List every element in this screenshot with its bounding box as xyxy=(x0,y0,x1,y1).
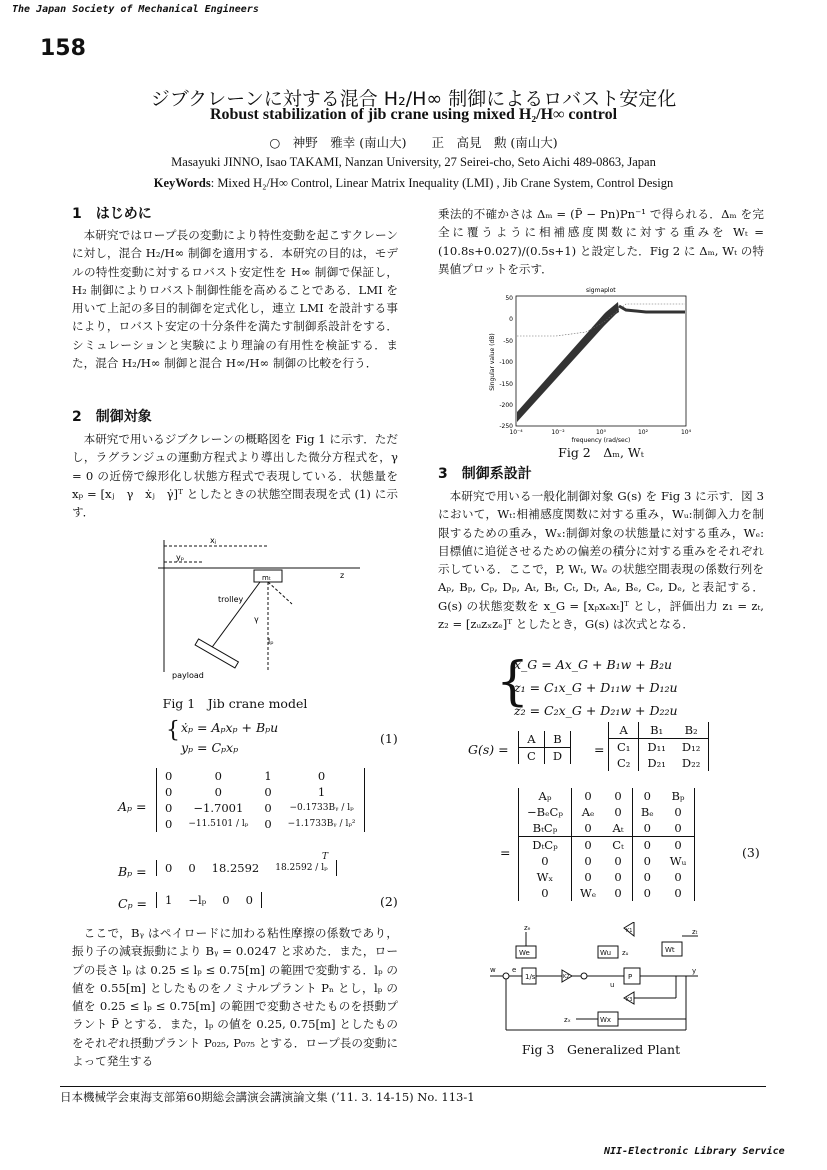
big-cell: 0 xyxy=(519,853,572,869)
eq2-number: (2) xyxy=(380,894,398,909)
cp-cell: 0 xyxy=(245,893,253,907)
ap-row xyxy=(157,816,365,832)
fig2-ytick: 50 xyxy=(505,295,513,302)
big-cell: Cₜ xyxy=(604,837,632,854)
fig2-ytick: -50 xyxy=(503,338,513,345)
big-cell: 0 xyxy=(643,886,651,900)
authors-ja: ○ 神野 雅幸 (南山大) 正 高見 勲 (南山大) xyxy=(269,135,558,150)
bp-matrix xyxy=(156,860,337,876)
eq1-brace: { xyxy=(166,718,180,743)
fig3-label-z1: zₜ xyxy=(692,928,698,936)
fig3-label-wx: Wx xyxy=(600,1016,612,1024)
section2-text2: ここで，Bᵧ はペイロードに加わる粘性摩擦の係数であり，振り子の減衰振動により Bᵧ = 0.0247 と求めた．また，ロープの長さ lₚ は 0.25 ≤ lₚ ≤ 0.75[m] の範囲で変動する．lₚ の値を 0.55[m] としたものをノミナルプラント Pₙ とし，lₚ の値を 0.25 ≤ lₚ ≤ 0.75[m] の範囲で変動させたものを摂動プラント P̃ とする．また，lₚ の値を 0.25, 0.75[m] としたものをそれぞれ摂動プラント P₀₂₅, P₀₇₅ とする．ロープ長の変動によって発生する xyxy=(72,926,398,1069)
ap-cell: 0 xyxy=(165,769,173,783)
big-cell: 0 xyxy=(584,789,592,803)
big-cell: 0 xyxy=(643,854,651,868)
cp-matrix xyxy=(156,892,262,908)
ap-cell: 0 xyxy=(264,785,272,799)
fig3-label-k2: K2 xyxy=(563,974,570,980)
big-row xyxy=(519,820,695,837)
fig3-label-p: P xyxy=(628,973,633,981)
big-cell: 0 xyxy=(674,838,682,852)
cp-cell: 1 xyxy=(165,893,173,907)
right-text-top: 乗法的不確かさは Δₘ = (P̃ − Pn)Pn⁻¹ で得られる．Δₘ を完全に覆うように相補感度関数に対する重みを Wₜ = (10.8s+0.027)/(0.5s+1) と設定した．Fig 2 に Δₘ, Wₜ の特異値プロットを示す． xyxy=(438,207,764,276)
gs-big-row xyxy=(609,755,709,771)
gs-small-matrix xyxy=(518,731,571,764)
big-equals: = xyxy=(500,845,511,860)
gs-small-row xyxy=(519,748,571,765)
section3-text: 本研究で用いる一般化制御対象 G(s) を Fig 3 に示す．図 3 において，Wₜ:相補感度関数に対する重み，Wᵤ:制御入力を制限するための重み，Wₓ:制御対象の状態量に対する重み，Wₑ:目標値に追従させるための偏差の積分に対する重みをそれぞれ示している．ここで，P, Wₜ, Wₑ の状態空間表現の係数行列を Aₚ, Bₚ, Cₚ, Dₚ, Aₜ, Bₜ, Cₜ, Dₜ, Aₑ, Bₑ, Cₑ, Dₑ, と表記する．G(s) の状態変数を x_G = [xₚxₑxₜ]ᵀ とし，評価出力 z₁ = zₜ, z₂ = [zᵤzₓzₑ]ᵀ としたとき，G(s) は次式となる． xyxy=(438,489,764,632)
footer-rule xyxy=(60,1086,766,1087)
keywords-line xyxy=(0,176,827,191)
fig1-label-mt: mₜ xyxy=(262,574,271,582)
fig3-label-ze: zₑ xyxy=(524,924,531,932)
big-cell: BₜCₚ xyxy=(519,820,572,837)
big-cell: 0 xyxy=(643,870,651,884)
ap-cell: 1 xyxy=(264,769,272,783)
eq3-line2: z₁ = C₁x_G + D₁₁w + D₁₂u xyxy=(514,680,678,695)
ap-cell: 0 xyxy=(165,785,173,799)
eq3-brace: { xyxy=(496,652,530,712)
keywords-text: : Mixed H₂/H∞ Control, Linear Matrix Inequality (LMI) , Jib Crane System, Control Design xyxy=(210,176,674,190)
fig3-label-y: y xyxy=(692,967,697,975)
big-row xyxy=(519,788,695,804)
fig3-label-u: u xyxy=(610,981,615,989)
big-cell: 0 xyxy=(519,885,572,901)
gs-small-cell: C xyxy=(519,748,545,765)
gs-big-matrix xyxy=(608,722,709,771)
big-cell: 0 xyxy=(584,838,592,852)
cp-cell: 0 xyxy=(222,893,230,907)
big-cell: 0 xyxy=(604,885,632,901)
section2-heading: 2 制御対象 xyxy=(72,409,152,425)
fig3-label-we: We xyxy=(519,949,530,957)
ap-cell: −0.1733Bᵧ / lₚ xyxy=(289,803,354,813)
big-cell: 0 xyxy=(604,788,632,804)
big-cell: 0 xyxy=(604,853,632,869)
title-ja: ジブクレーンに対する混合 H₂/H∞ 制御によるロバスト安定化 xyxy=(150,88,677,110)
fig2-xlabel: frequency (rad/sec) xyxy=(571,437,631,444)
bp-label: Bₚ = xyxy=(118,864,147,879)
fig2-xtick: 10⁻⁴ xyxy=(509,429,523,436)
big-cell: 0 xyxy=(584,870,592,884)
fig3-label-w: w xyxy=(490,966,496,974)
big-cell: Wᵤ xyxy=(669,854,687,868)
section1-heading: 1 はじめに xyxy=(72,206,152,222)
fig3-label-wu: Wu xyxy=(600,949,612,957)
gs-small-cell: D xyxy=(552,749,563,763)
big-matrix xyxy=(518,788,695,901)
page-number: 158 xyxy=(40,36,86,61)
big-cell: 0 xyxy=(584,854,592,868)
fig3-label-k3: K3 xyxy=(626,997,633,1003)
big-row xyxy=(519,869,695,885)
fig1-rope-dashed xyxy=(268,582,292,604)
ap-cell: 0 xyxy=(165,801,173,815)
fig1-label-lp: lₚ xyxy=(268,637,274,646)
fig2-delta-high xyxy=(619,306,685,312)
fig1-label-trolley: trolley xyxy=(218,595,244,604)
ap-cell: 0 xyxy=(165,817,173,831)
fig3-label-e: e xyxy=(512,966,517,974)
authors-en: Masayuki JINNO, Isao TAKAMI, Nanzan University, 27 Seirei-cho, Seto Aichi 489-0863, Japan xyxy=(171,155,656,169)
fig3-sum2 xyxy=(581,973,587,979)
ap-cell: 1 xyxy=(317,785,326,799)
ap-cell: −1.1733Bᵧ / lₚ² xyxy=(287,819,356,829)
eq3-line3: z₂ = C₂x_G + D₂₁w + D₂₂u xyxy=(514,703,678,718)
eq1-number: (1) xyxy=(380,731,398,746)
big-cell: Aₑ xyxy=(581,805,595,819)
fig3-label-zx: zₓ xyxy=(564,1016,571,1024)
big-cell: 0 xyxy=(632,820,661,837)
ap-cell: 0 xyxy=(214,785,222,799)
big-row xyxy=(519,853,695,869)
gs-big-cell: D₂₂ xyxy=(681,756,701,770)
gs-label: G(s) = xyxy=(468,742,509,757)
ap-cell: 0 xyxy=(264,817,272,831)
fig3-label-wt: Wt xyxy=(665,946,675,954)
fig2-plot-frame xyxy=(516,296,686,426)
section1-text: 本研究ではロープ長の変動により特性変動を起こすクレーンに対し，混合 H₂/H∞ 制御を適用する．本研究の目的は，モデルの特性変動に対するロバスト安定性を H∞ 制御で保証し，H₂ 制御によりロバスト制御性能を高めることである．LMI を用いて上記の多目的制御を定式化し，連立 LMI を設計する事により，ロバスト安定の十分条件を満たす制御系設計をする．シミュレーションと実験により理論の有用性を検証する．また，混合 H₂/H∞ 制御と混合 H∞/H∞ 制御の比較を行う． xyxy=(72,228,398,371)
bp-row xyxy=(157,860,337,876)
big-cell: −BₑCₚ xyxy=(519,804,572,820)
fig1-rope xyxy=(210,582,260,650)
ap-row xyxy=(157,800,365,816)
big-cell: 0 xyxy=(604,804,632,820)
big-cell: Bₚ xyxy=(671,789,685,803)
fig2-yticks xyxy=(499,295,513,430)
fig2-title: sigmaplot xyxy=(586,287,616,294)
fig2-ytick: -100 xyxy=(499,359,513,366)
gs-big-row xyxy=(609,722,709,739)
gs-equals: = xyxy=(594,742,605,757)
cp-cell: −lₚ xyxy=(188,893,207,907)
fig3-block-diagram xyxy=(486,922,706,1034)
gs-big-cell: B₂ xyxy=(674,722,709,739)
fig1-jib-crane-diagram xyxy=(150,532,370,682)
big-cell: 0 xyxy=(674,805,682,819)
fig2-ylabel: Singular value (dB) xyxy=(489,333,496,391)
gs-big-cell: C₁ xyxy=(609,739,639,756)
fig2-delta-band xyxy=(517,302,619,422)
big-cell: 0 xyxy=(662,820,695,837)
big-cell: 0 xyxy=(604,869,632,885)
cp-label: Cₚ = xyxy=(118,896,148,911)
big-row xyxy=(519,804,695,820)
title-en: Robust stabilization of jib crane using mixed H₂/H∞ control xyxy=(209,106,618,123)
big-cell: DₜCₚ xyxy=(519,837,572,854)
gs-big-cell: D₁₂ xyxy=(681,740,701,754)
eq3-line1: ẋ_G = Ax_G + B₁w + B₂u xyxy=(514,657,673,672)
society-header: The Japan Society of Mechanical Engineers xyxy=(12,4,259,15)
ap-cell: 0 xyxy=(317,769,326,783)
ap-row xyxy=(157,784,365,800)
fig1-label-gamma: γ xyxy=(254,615,259,624)
fig2-sigma-plot xyxy=(486,284,696,444)
big-cell: 0 xyxy=(643,838,651,852)
gs-big-cell: D₂₁ xyxy=(647,756,666,770)
big-cell: 0 xyxy=(674,886,682,900)
gs-big-cell: D₁₁ xyxy=(647,740,666,754)
gs-small-cell: B xyxy=(544,731,570,748)
gs-big-cell: C₂ xyxy=(609,755,639,771)
section3-heading: 3 制御系設計 xyxy=(438,466,532,482)
fig2-ytick: -250 xyxy=(499,423,513,430)
fig1-caption: Fig 1 Jib crane model xyxy=(162,696,308,711)
big-cell: Wₑ xyxy=(579,886,597,900)
gs-big-row xyxy=(609,739,709,756)
fig2-xtick: 10⁻² xyxy=(551,429,565,436)
eq1-line2: yₚ = Cₚxₚ xyxy=(181,740,239,755)
fig2-ytick: -150 xyxy=(499,381,513,388)
fig2-xticks xyxy=(509,429,691,436)
big-cell: 0 xyxy=(674,870,682,884)
bp-cell: 0 xyxy=(165,861,173,875)
fig2-caption: Fig 2 Δₘ, Wₜ xyxy=(558,445,644,460)
bp-transpose: T xyxy=(322,852,329,862)
bp-cell: 18.2592 / lₚ xyxy=(275,863,328,873)
gs-big-cell: B₁ xyxy=(639,722,674,739)
fig2-ytick: 0 xyxy=(509,316,513,323)
fig3-label-zu: zᵤ xyxy=(622,949,629,957)
fig1-label-z: z xyxy=(340,571,345,580)
big-cell: Aₜ xyxy=(604,820,632,837)
footer-proceedings: 日本機械学会東海支部第60期総会講演会講演論文集 (ʼ11. 3. 14-15) No. 113-1 xyxy=(60,1090,475,1104)
fig1-label-payload: payload xyxy=(172,671,204,680)
ap-label: Aₚ = xyxy=(118,799,147,814)
gs-big-cell: A xyxy=(609,722,639,739)
big-cell: Aₚ xyxy=(519,788,572,804)
eq1-line1: ẋₚ = Aₚxₚ + Bₚu xyxy=(181,720,279,735)
fig3-label-k1: K1 xyxy=(626,928,633,934)
big-row xyxy=(519,885,695,901)
fig3-label-int: 1/s xyxy=(525,973,536,981)
section2-text: 本研究で用いるジブクレーンの概略図を Fig 1 に示す．ただし，ラグランジュの運動方程式より導出した微分方程式を，γ = 0 の近傍で線形化し状態方程式で表現している．状態量を xₚ = [xⱼ γ ẋⱼ γ̇]ᵀ としたときの状態空間表現を式 (1) に示す． xyxy=(72,432,398,520)
cp-row xyxy=(157,892,262,908)
ap-cell: −1.7001 xyxy=(193,801,244,815)
fig2-xtick: 10⁰ xyxy=(595,429,607,436)
footer-library: NII-Electronic Library Service xyxy=(604,1146,785,1157)
big-row xyxy=(519,837,695,854)
fig1-label-yp: yₚ xyxy=(176,553,185,562)
ap-cell: 0 xyxy=(214,769,222,783)
fig3-sum1 xyxy=(503,973,509,979)
ap-cell: −11.5101 / lₚ xyxy=(188,819,249,829)
keywords-label: KeyWords xyxy=(153,176,211,190)
big-cell: Bₑ xyxy=(640,805,654,819)
ap-row xyxy=(157,768,365,784)
fig2-xtick: 10² xyxy=(637,429,649,436)
big-cell: Wₓ xyxy=(519,869,572,885)
big-cell: 0 xyxy=(571,820,604,837)
fig1-payload xyxy=(195,639,238,668)
fig1-label-xj: xⱼ xyxy=(210,536,217,545)
fig2-ytick: -200 xyxy=(499,402,513,409)
gs-small-cell: A xyxy=(519,731,545,748)
ap-cell: 0 xyxy=(264,801,272,815)
fig2-xtick: 10⁴ xyxy=(680,429,692,436)
ap-matrix xyxy=(156,768,365,832)
fig3-caption: Fig 3 Generalized Plant xyxy=(521,1042,681,1057)
bp-cell: 0 xyxy=(188,861,196,875)
bp-cell: 18.2592 xyxy=(211,861,260,875)
eq3-number: (3) xyxy=(742,845,760,860)
gs-small-row xyxy=(519,731,571,748)
big-cell: 0 xyxy=(643,789,651,803)
